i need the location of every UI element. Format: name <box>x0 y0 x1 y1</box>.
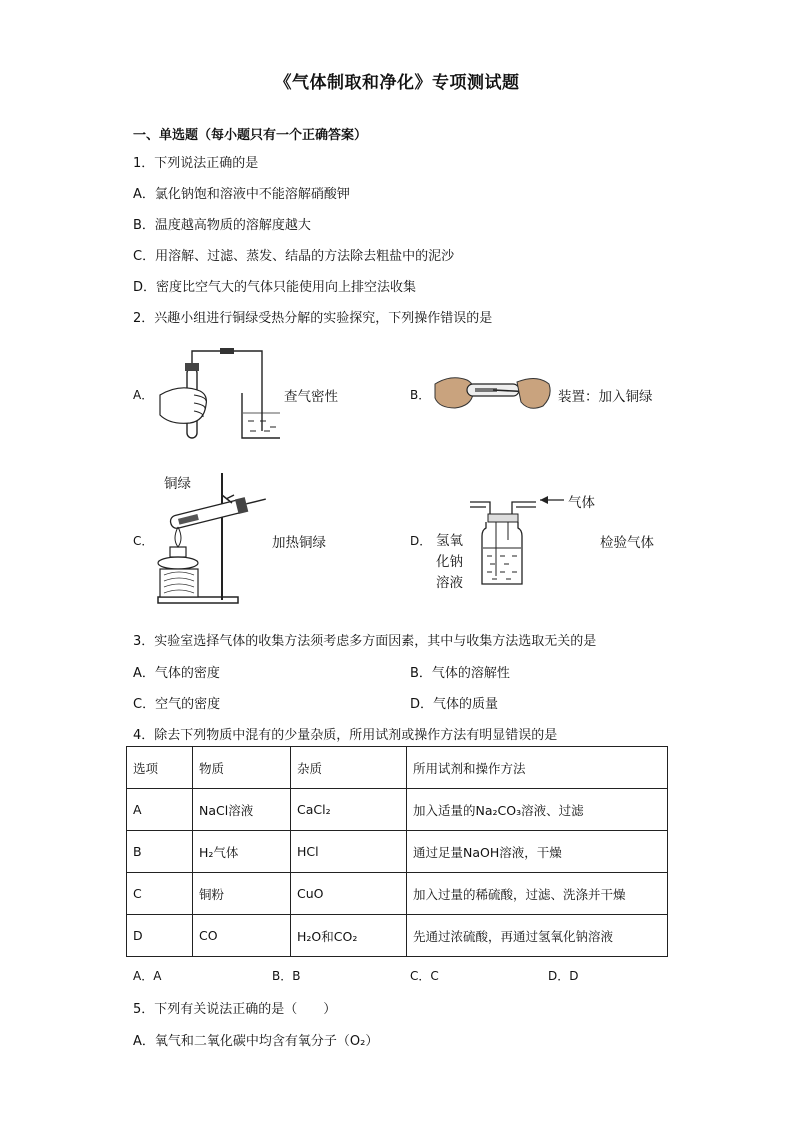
q3-option-c: C．空气的密度 <box>133 697 221 712</box>
q2-d-gas-label: 气体 <box>568 495 595 511</box>
heating-apparatus-illustration <box>150 465 270 610</box>
q1-stem: 1．下列说法正确的是 <box>133 156 259 171</box>
q4-option-d: D．D <box>548 969 579 983</box>
table-cell: D <box>127 915 193 957</box>
q2-stem: 2．兴趣小组进行铜绿受热分解的实验探究，下列操作错误的是 <box>133 311 493 326</box>
table-cell: H₂O和CO₂ <box>291 915 407 957</box>
table-cell: H₂气体 <box>193 831 291 873</box>
table-cell: CaCl₂ <box>291 789 407 831</box>
q1-option-c: C．用溶解、过滤、蒸发、结晶的方法除去粗盐中的泥沙 <box>133 249 455 264</box>
table-cell: 铜粉 <box>193 873 291 915</box>
table-row <box>127 789 668 831</box>
table-row <box>127 873 668 915</box>
table-cell: 先通过浓硫酸，再通过氢氧化钠溶液 <box>407 915 668 957</box>
table-cell: CuO <box>291 873 407 915</box>
q4-option-c: C．C <box>410 969 439 983</box>
table-cell: B <box>127 831 193 873</box>
q1-option-b: B．温度越高物质的溶解度越大 <box>133 218 311 233</box>
q2-d-solution-line3: 溶液 <box>436 575 463 591</box>
header-cell: 所用试剂和操作方法 <box>407 747 668 789</box>
table-cell: 加入过量的稀硫酸，过滤、洗涤并干燥 <box>407 873 668 915</box>
q1-option-a: A．氯化钠饱和溶液中不能溶解硝酸钾 <box>133 187 350 202</box>
page-title: 《气体制取和净化》专项测试题 <box>274 73 520 93</box>
q2-d-solution-line2: 化钠 <box>436 554 463 570</box>
gas-washing-bottle-illustration <box>466 490 566 590</box>
q3-option-d: D．气体的质量 <box>410 697 499 712</box>
q2-d-caption: 检验气体 <box>600 535 654 551</box>
q3-option-a: A．气体的密度 <box>133 666 220 681</box>
q2-d-solution-line1: 氢氧 <box>436 533 463 549</box>
table-row <box>127 915 668 957</box>
table-cell: NaCl溶液 <box>193 789 291 831</box>
q4-stem: 4．除去下列物质中混有的少量杂质，所用试剂或操作方法有明显错误的是 <box>133 728 558 743</box>
table-cell: 加入适量的Na₂CO₃溶液、过滤 <box>407 789 668 831</box>
q2-c-caption: 加热铜绿 <box>272 535 326 551</box>
q2-c-top-label: 铜绿 <box>164 476 191 492</box>
q4-table <box>126 746 668 957</box>
q4-option-a: A．A <box>133 969 162 983</box>
q5-stem: 5．下列有关说法正确的是（ ） <box>133 1002 337 1017</box>
q3-option-b: B．气体的溶解性 <box>410 666 510 681</box>
q1-option-d: D．密度比空气大的气体只能使用向上排空法收集 <box>133 280 417 295</box>
table-cell: A <box>127 789 193 831</box>
q3-stem: 3．实验室选择气体的收集方法须考虑多方面因素，其中与收集方法选取无关的是 <box>133 634 597 649</box>
q2-d-letter: D． <box>410 534 432 548</box>
q2-a-caption: 查气密性 <box>284 389 338 405</box>
q2-a-letter: A． <box>133 388 154 402</box>
q4-option-b: B．B <box>272 969 301 983</box>
table-cell: CO <box>193 915 291 957</box>
table-header-row <box>127 747 668 789</box>
airtightness-apparatus-illustration <box>150 343 280 443</box>
q2-b-letter: B． <box>410 388 431 402</box>
table-cell: HCl <box>291 831 407 873</box>
table-cell: C <box>127 873 193 915</box>
table-cell: 通过足量NaOH溶液，干燥 <box>407 831 668 873</box>
header-cell: 物质 <box>193 747 291 789</box>
adding-powder-illustration <box>433 370 553 420</box>
table-row <box>127 831 668 873</box>
q5-option-a: A．氧气和二氧化碳中均含有氧分子（O₂） <box>133 1034 379 1049</box>
q2-b-caption: 装置：加入铜绿 <box>558 389 653 405</box>
q2-c-letter: C． <box>133 534 154 548</box>
section-heading: 一、单选题（每小题只有一个正确答案） <box>133 128 368 143</box>
header-cell: 选项 <box>127 747 193 789</box>
header-cell: 杂质 <box>291 747 407 789</box>
